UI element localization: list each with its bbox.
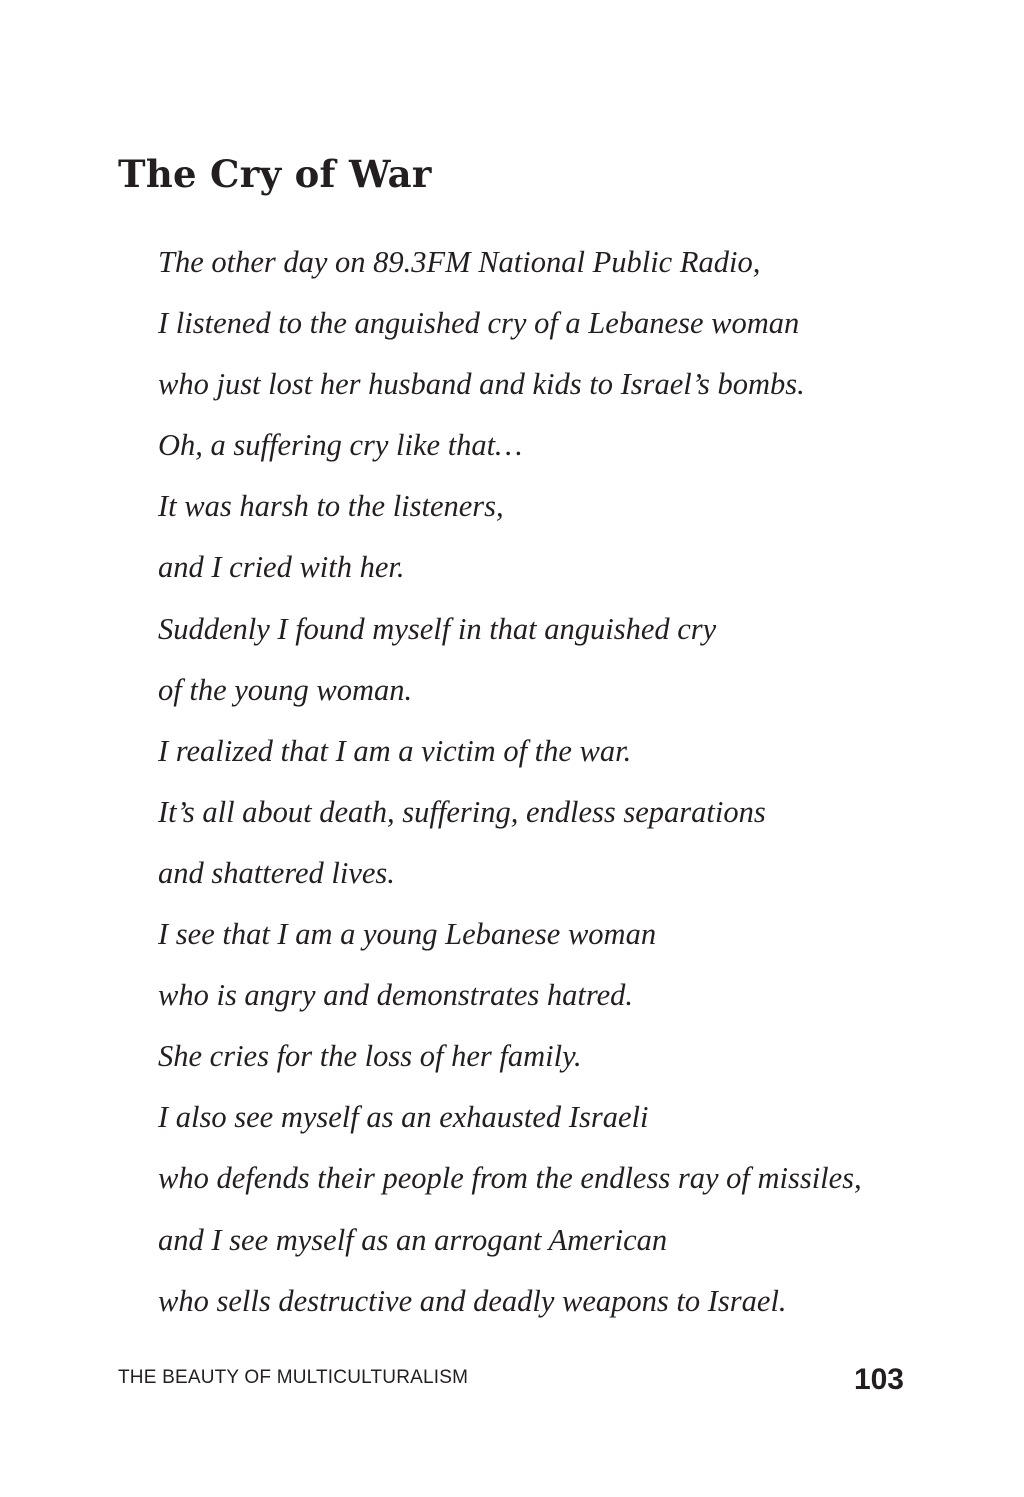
poem-line: It’s all about death, suffering, endless separations (158, 794, 766, 829)
poem-title: The Cry of War (118, 152, 432, 196)
poem-line: I also see myself as an exhausted Israeli (158, 1100, 649, 1135)
poem-line: and I cried with her. (158, 550, 405, 585)
running-footer-book-title: THE BEAUTY OF MULTICULTURALISM (118, 1367, 469, 1388)
poem-line: I realized that I am a victim of the war. (158, 733, 632, 768)
poem-line: Suddenly I found myself in that anguished cry (158, 611, 717, 646)
poem-line: I listened to the anguished cry of a Lebanese woman (158, 306, 800, 341)
poem-line: and I see myself as an arrogant American (158, 1222, 668, 1257)
poem-line: and shattered lives. (158, 855, 395, 890)
poem-line: who defends their people from the endless ray of missiles, (158, 1161, 862, 1196)
poem-line: I see that I am a young Lebanese woman (158, 917, 657, 952)
page-number: 103 (853, 1363, 904, 1396)
poem-body (158, 236, 978, 1336)
poem-line: of the young woman. (158, 672, 413, 707)
poem-line: Oh, a suffering cry like that… (158, 428, 523, 463)
poem-line: who just lost her husband and kids to Israel’s bombs. (158, 367, 805, 402)
poem-line: who is angry and demonstrates hatred. (158, 978, 633, 1013)
poem-line: The other day on 89.3FM National Public Radio, (158, 245, 761, 279)
poem-line: who sells destructive and deadly weapons to Israel. (158, 1283, 787, 1318)
poem-line: She cries for the loss of her family. (158, 1039, 582, 1074)
poem-line: It was harsh to the listeners, (158, 489, 504, 524)
